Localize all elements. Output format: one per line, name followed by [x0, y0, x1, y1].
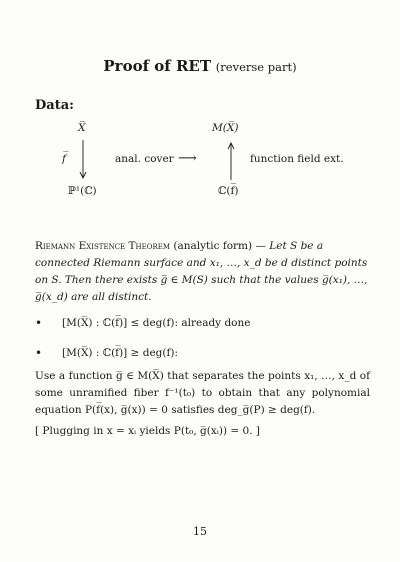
- diagram-left-map: f̅: [62, 153, 66, 165]
- bullet-dot-1: •: [35, 316, 43, 330]
- theorem-qualifier: (analytic form) —: [173, 240, 266, 252]
- diagram-bottom-left: ℙ¹(ℂ): [68, 185, 97, 197]
- title-main: Proof of RET: [103, 57, 212, 75]
- bullet-1: [M(X̅) : ℂ(f̅)] ≤ deg(f): already done: [62, 317, 251, 329]
- diagram-middle-arrow: ⟶: [178, 151, 197, 166]
- diagram-top-right: M(X̅): [212, 122, 239, 134]
- diagram-middle-label: anal. cover: [115, 153, 174, 165]
- theorem-statement: Let S be a connected Riemann surface and x₁, …, x_d be d distinct points on S. Then there exists g̅ ∈ M(S) such that the values g̅(x₁), …, g̅(x_d) are all distinct.: [35, 240, 368, 303]
- proof-paragraph: Use a function g̅ ∈ M(X̅) that separates the points x₁, …, x_d of some unramified fiber f⁻¹(t₀) to obtain that any polynomial equation P(f̅(x), g̅(x)) = 0 satisfies deg_g̅(P) ≥ deg(f).: [35, 370, 370, 416]
- page-number: 15: [193, 525, 207, 538]
- diagram-right-label: function field ext.: [250, 153, 344, 165]
- diagram-top-left: X̅: [78, 122, 86, 134]
- plugging-note: [ Plugging in x = xᵢ yields P(t₀, g̅(xᵢ)) = 0. ]: [35, 425, 261, 437]
- theorem-block: [35, 238, 370, 306]
- theorem-name: Riemann Existence Theorem: [35, 240, 171, 252]
- diagram-bottom-right: ℂ(f̅): [218, 185, 239, 197]
- data-label: Data:: [35, 98, 74, 113]
- bullet-2: [M(X̅) : ℂ(f̅)] ≥ deg(f):: [62, 347, 179, 359]
- title-sub: (reverse part): [215, 60, 297, 74]
- bullet-dot-2: •: [35, 346, 43, 360]
